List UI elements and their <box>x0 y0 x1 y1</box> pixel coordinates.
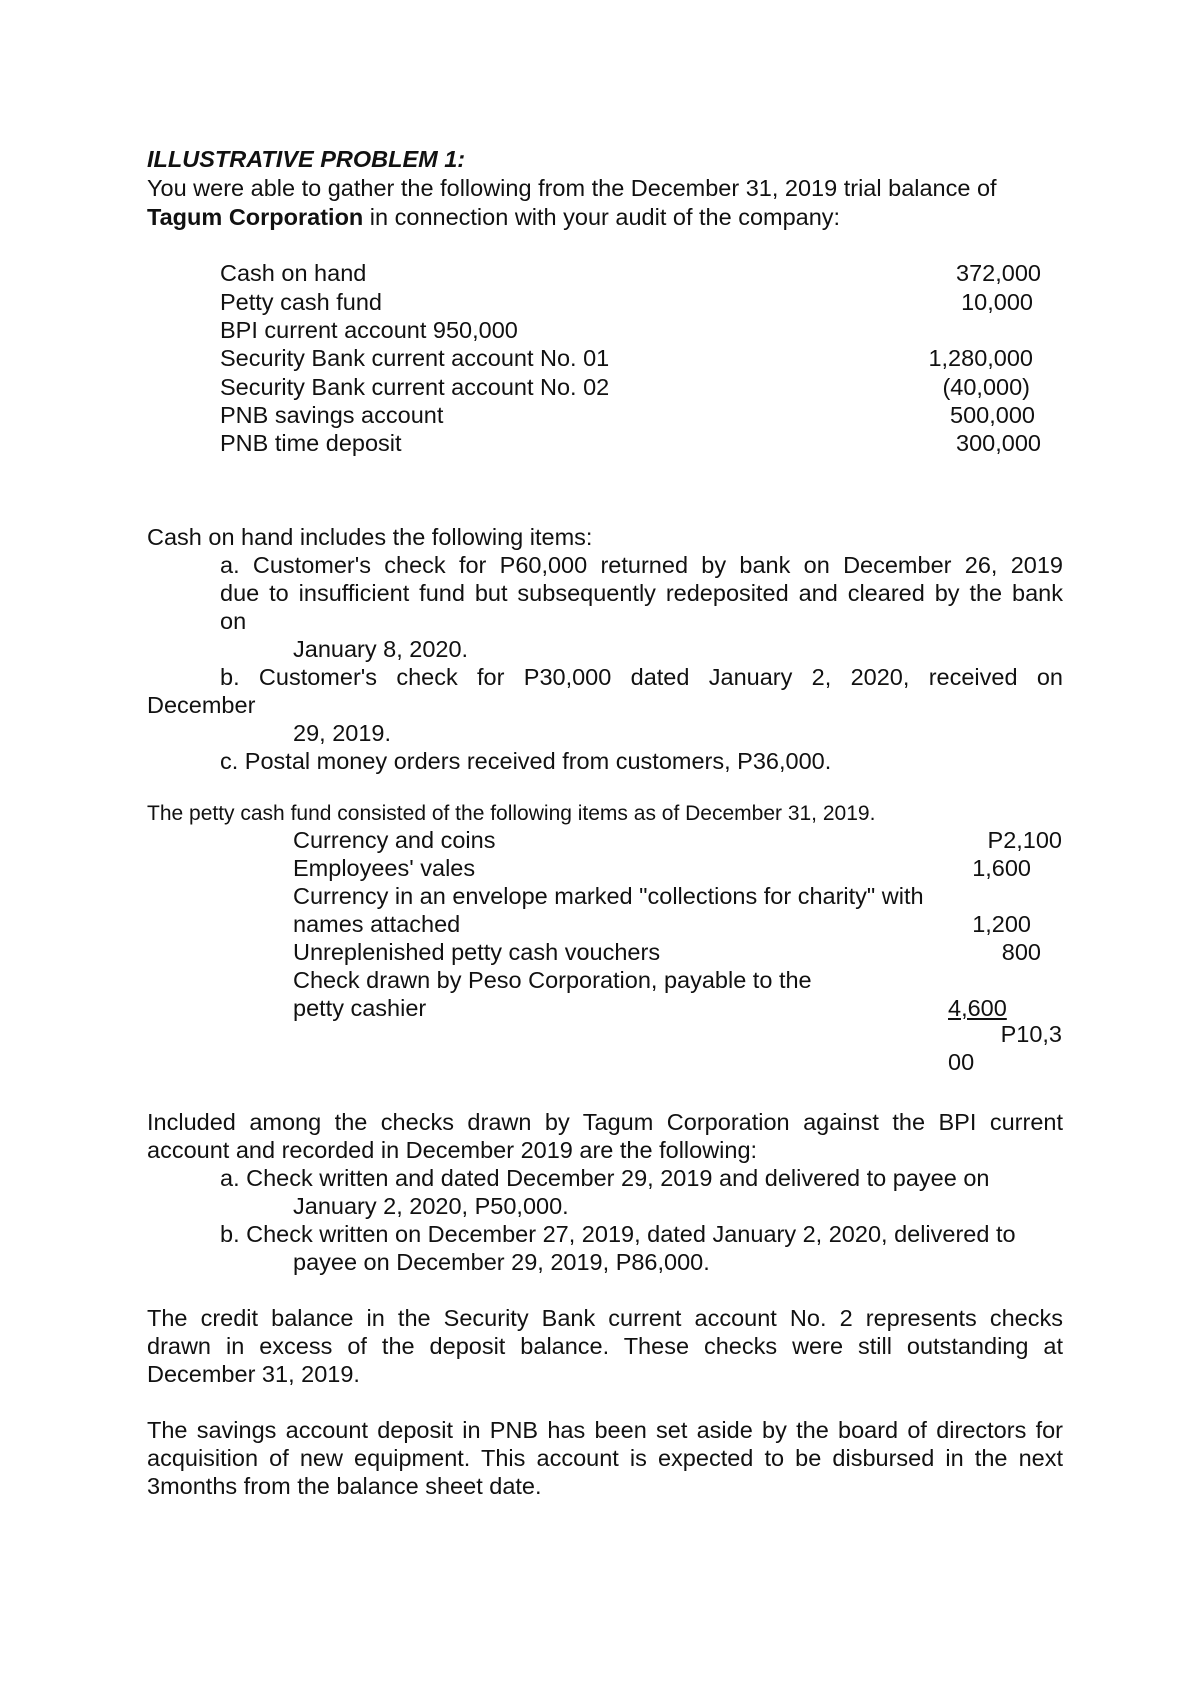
pc-amount: 800 <box>1001 939 1041 965</box>
tb-amount: 372,000 <box>956 260 1041 286</box>
savings-line: acquisition of new equipment. This account is expected to be disbursed in the next <box>147 1445 1063 1471</box>
item-b-line: b. Customer's check for P30,000 dated January 2, 2020, received on <box>220 664 1063 690</box>
pc-label: Employees' vales <box>293 855 476 881</box>
tb-label: Cash on hand <box>220 260 367 286</box>
intro-line-2 <box>147 203 840 231</box>
item-b-line: December <box>147 692 256 718</box>
tb-label: Security Bank current account No. 01 <box>220 345 610 371</box>
pc-label: Currency in an envelope marked "collections for charity" with <box>293 883 924 909</box>
item-a-line: a. Customer's check for P60,000 returned by bank on December 26, 2019 <box>220 552 1063 578</box>
tb-amount: 500,000 <box>950 402 1035 428</box>
tb-amount: (40,000) <box>942 374 1030 400</box>
item-c-line: c. Postal money orders received from customers, P36,000. <box>220 748 832 774</box>
security-bank-line: drawn in excess of the deposit balance. These checks were still outstanding at <box>147 1333 1063 1359</box>
tb-label: Security Bank current account No. 02 <box>220 374 610 400</box>
security-bank-line: December 31, 2019. <box>147 1361 360 1387</box>
pc-amount: 4,600 <box>948 995 1007 1021</box>
intro-line-1: You were able to gather the following from the December 31, 2019 trial balance of <box>147 175 997 201</box>
pc-amount: P2,100 <box>987 827 1062 853</box>
pc-label: Check drawn by Peso Corporation, payable to the <box>293 967 812 993</box>
tb-amount: 1,280,000 <box>928 345 1033 371</box>
item-a-line: due to insufficient fund but subsequently redeposited and cleared by the bank <box>220 580 1063 606</box>
pc-label: names attached <box>293 911 461 937</box>
item-a-line: on <box>220 608 247 634</box>
bpi-line: Included among the checks drawn by Tagum Corporation against the BPI current <box>147 1109 1063 1135</box>
pc-label: Currency and coins <box>293 827 496 853</box>
tb-label: PNB savings account <box>220 402 444 428</box>
pc-amount: 1,200 <box>972 911 1031 937</box>
bpi-item-b: b. Check written on December 27, 2019, dated January 2, 2020, delivered to <box>220 1221 1016 1247</box>
tb-amount: 300,000 <box>956 430 1041 456</box>
bpi-item-a: a. Check written and dated December 29, 2019 and delivered to payee on <box>220 1165 990 1191</box>
pc-total: P10,3 <box>1000 1021 1062 1047</box>
problem-title: ILLUSTRATIVE PROBLEM 1: <box>147 146 466 172</box>
bpi-item-b: payee on December 29, 2019, P86,000. <box>293 1249 710 1275</box>
pc-amount: 1,600 <box>972 855 1031 881</box>
security-bank-line: The credit balance in the Security Bank current account No. 2 represents checks <box>147 1305 1063 1331</box>
savings-line: The savings account deposit in PNB has been set aside by the board of directors for <box>147 1417 1063 1443</box>
pc-label: Unreplenished petty cash vouchers <box>293 939 661 965</box>
pc-label: petty cashier <box>293 995 427 1021</box>
item-a-line: January 8, 2020. <box>293 636 469 662</box>
bpi-line: account and recorded in December 2019 are the following: <box>147 1137 758 1163</box>
item-b-line: 29, 2019. <box>293 720 392 746</box>
tb-label: Petty cash fund <box>220 289 382 315</box>
savings-line: 3months from the balance sheet date. <box>147 1473 542 1499</box>
petty-cash-heading: The petty cash fund consisted of the following items as of December 31, 2019. <box>147 802 876 825</box>
tb-label: PNB time deposit <box>220 430 402 456</box>
intro-line-2-rest: in connection with your audit of the company: <box>363 204 841 230</box>
bpi-item-a: January 2, 2020, P50,000. <box>293 1193 569 1219</box>
tb-label: BPI current account 950,000 <box>220 317 518 343</box>
cash-on-hand-heading: Cash on hand includes the following items: <box>147 524 593 550</box>
pc-total-cont: 00 <box>948 1049 975 1075</box>
tb-amount: 10,000 <box>961 289 1033 315</box>
company-name: Tagum Corporation <box>147 204 364 230</box>
